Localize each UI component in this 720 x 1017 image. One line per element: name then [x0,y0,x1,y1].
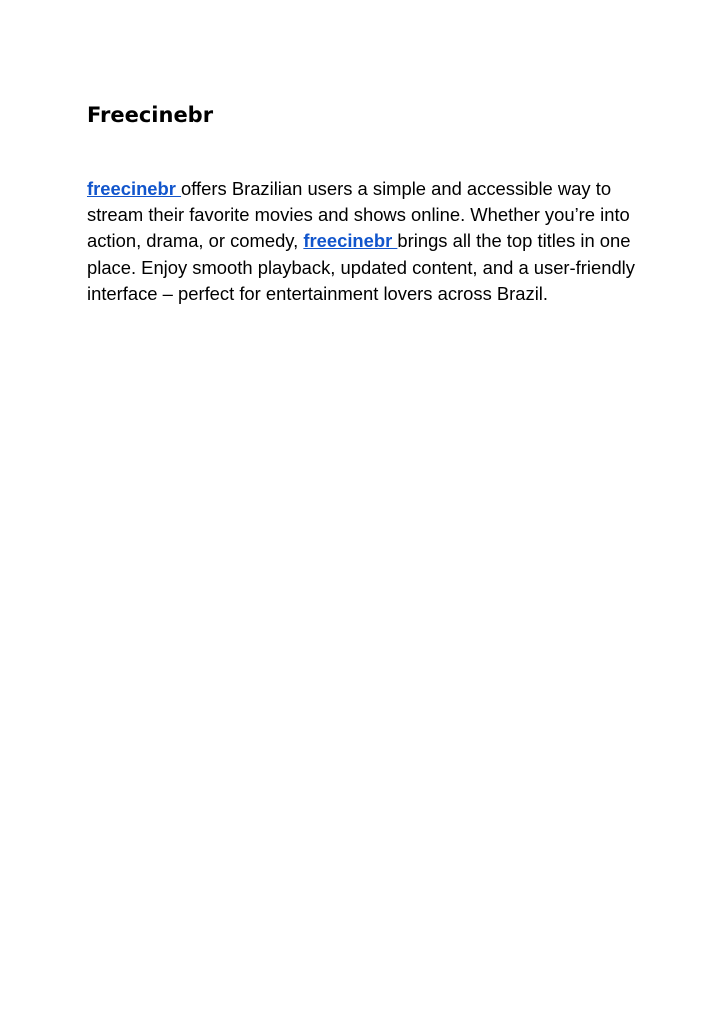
paragraph-text-2: brings all the top titles in one place. Enjoy smooth playback, updated content, and a user-friendly interface – perfect for entertainment lovers across Brazil. [87,230,635,304]
freecinebr-link-2[interactable]: freecinebr [303,230,398,252]
document-title: Freecinebr [87,103,214,127]
body-paragraph [87,176,647,307]
freecinebr-link-1[interactable]: freecinebr [87,178,182,199]
paragraph-text-1: offers Brazilian users a simple and accessible way to stream their favorite movies and shows online. Whether you’re into action, drama, or comedy, [87,178,630,252]
